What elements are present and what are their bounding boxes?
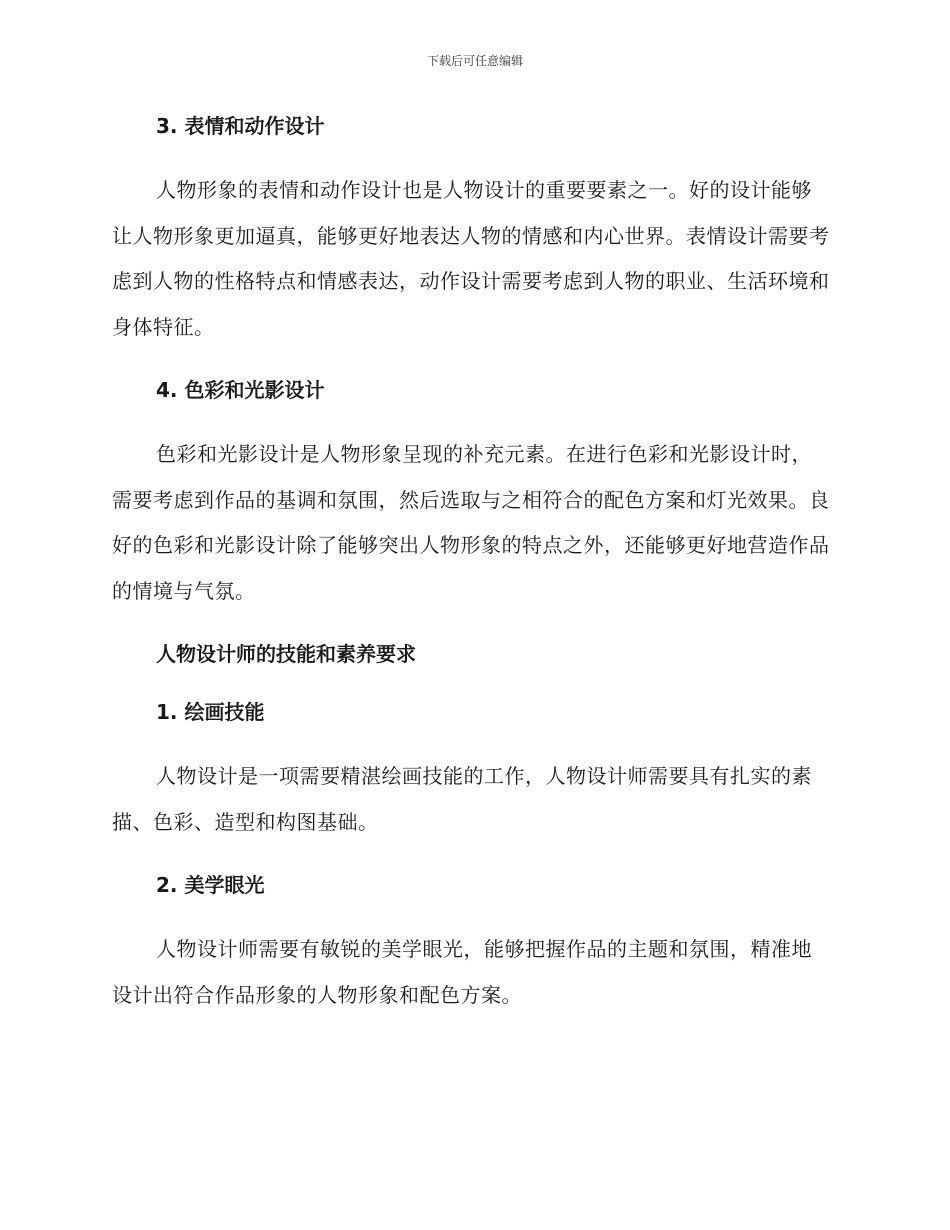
section-heading-drawing: 1. 绘画技能 (156, 700, 265, 724)
document-body (112, 110, 832, 1018)
paragraph-expression-motion: 人物形象的表情和动作设计也是人物设计的重要要素之一。好的设计能够让人物形象更加逼真，能够更好地表达人物的情感和内心世界。表情设计需要考虑到人物的性格特点和情感表达，动作设计需要考虑到人物的职业、生活环境和身体特征。 (112, 178, 830, 339)
section-heading-skills: 人物设计师的技能和素养要求 (156, 642, 416, 666)
section-heading-expression-motion: 3. 表情和动作设计 (156, 114, 325, 138)
paragraph-drawing: 人物设计是一项需要精湛绘画技能的工作，人物设计师需要具有扎实的素描、色彩、造型和构图基础。 (112, 764, 812, 834)
section-heading-color-light: 4. 色彩和光影设计 (156, 378, 325, 402)
section-heading-aesthetics: 2. 美学眼光 (156, 873, 265, 897)
paragraph-aesthetics: 人物设计师需要有敏锐的美学眼光，能够把握作品的主题和氛围，精准地设计出符合作品形象的人物形象和配色方案。 (112, 937, 812, 1007)
page-header: 下载后可任意编辑 (426, 54, 523, 68)
paragraph-color-light: 色彩和光影设计是人物形象呈现的补充元素。在进行色彩和光影设计时，需要考虑到作品的基调和氛围，然后选取与之相符合的配色方案和灯光效果。良好的色彩和光影设计除了能够突出人物形象的特点之外，还能够更好地营造作品的情境与气氛。 (112, 442, 830, 603)
